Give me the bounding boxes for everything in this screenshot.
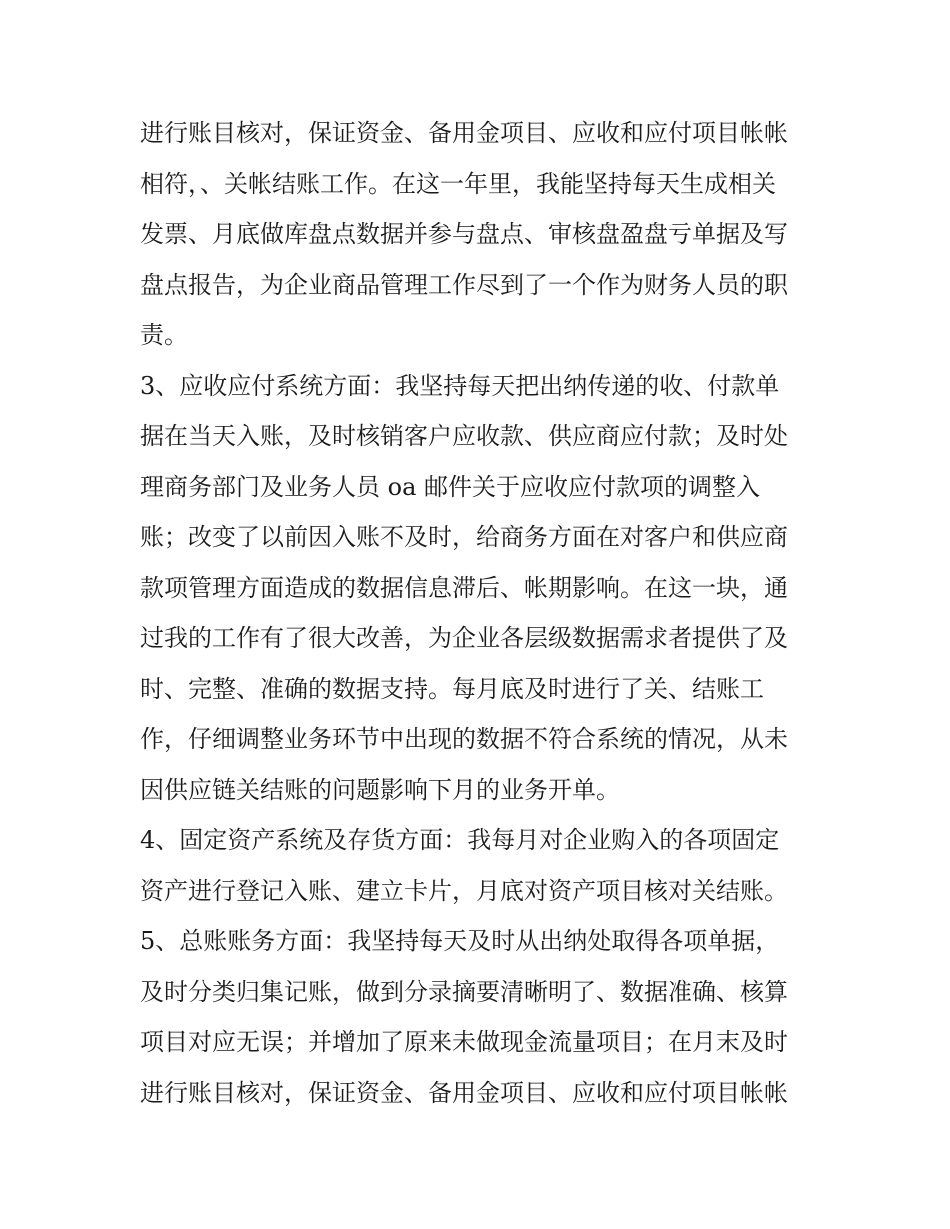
text-line: 时、完整、准确的数据支持。每月底及时进行了关、结账工 [140,674,764,703]
text-line: 过我的工作有了很大改善，为企业各层级数据需求者提供了及 [140,624,788,652]
text-line: 账；改变了以前因入账不及时，给商务方面在对客户和供应商 [140,523,788,551]
text-line: 项目对应无误；并增加了原来未做现金流量项目；在月末及时 [140,1028,788,1056]
text-line: 4、固定资产系统及存货方面：我每月对企业购入的各项固定 [140,826,780,854]
text-line: 资产进行登记入账、建立卡片，月底对资产项目核对关结账。 [140,876,788,905]
text-line: 理商务部门及业务人员 oa 邮件关于应收应付款项的调整入 [140,472,761,501]
text-line: 5、总账账务方面：我坚持每天及时从出纳处取得各项单据， [140,927,780,955]
text-line: 进行账目核对，保证资金、备用金项目、应收和应付项目帐帐 [140,1078,788,1107]
text-line: 3、应收应付系统方面：我坚持每天把出纳传递的收、付款单 [140,371,780,400]
text-line: 款项管理方面造成的数据信息滞后、帐期影响。在这一块，通 [140,573,788,602]
text-line: 及时分类归集记账，做到分录摘要清晰明了、数据准确、核算 [140,977,788,1006]
text-line: 盘点报告，为企业商品管理工作尽到了一个作为财务人员的职 [140,270,788,299]
text-line: 进行账目核对，保证资金、备用金项目、应收和应付项目帐帐 [140,119,788,147]
text-line: 责。 [140,321,188,349]
text-line: 发票、月底做库盘点数据并参与盘点、审核盘盈盘亏单据及写 [140,220,788,248]
text-line: 作，仔细调整业务环节中出现的数据不符合系统的情况，从未 [140,725,788,753]
text-line: 因供应链关结账的问题影响下月的业务开单。 [140,775,620,804]
text-line: 据在当天入账，及时核销客户应收款、供应商应付款；及时处 [140,422,788,450]
document-body [140,108,830,1118]
text-line: 相符，、关帐结账工作。在这一年里，我能坚持每天生成相关 [140,169,776,198]
